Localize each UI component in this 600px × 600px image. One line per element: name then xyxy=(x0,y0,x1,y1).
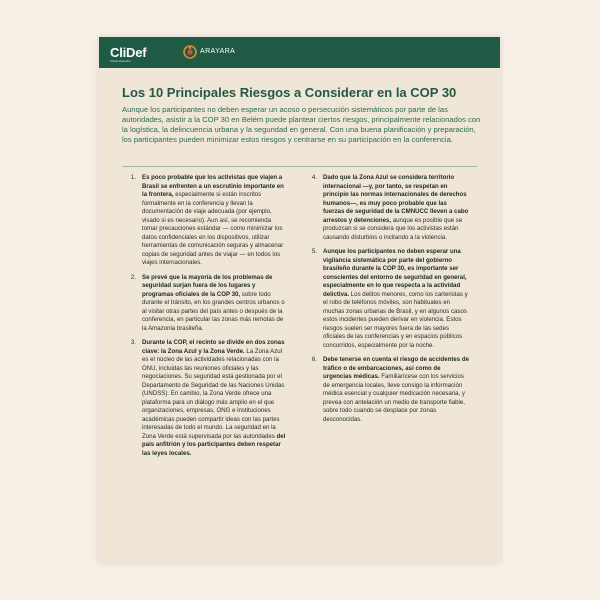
item-text: Los delitos menores, como los carteristas y el robo de teléfonos móviles, son habituales en muchas zonas urbanas de Brasil, y en algunos casos estos incidentes pueden derivar en violencia. Estos riesgos suelen ser mayores fuera de las sedes oficiales de las conferencias y en espacios públicos concurridos, especialmente por la noche. xyxy=(323,290,468,349)
item-bold-text: Es poco probable que los activistas que viajen a Brasil se enfrenten a un escrutinio importante en la frontera, xyxy=(142,174,284,198)
item-number: 5. xyxy=(311,248,317,255)
item-text: La Zona Azul es el núcleo de las actividades relacionadas con la ONU, incluidas las reuniones oficiales y las negociaciones. Su seguridad está gestionada por el Departamento de Seguridad de las Naciones Unidas (UNDSS). En cambio, la Zona Verde ofrece una plataforma para un diálogo más amplio en el que organizaciones, empresas, ONG e instituciones académicas pueden compartir ideas con las partes interesadas de todo el mundo. La seguridad en la Zona Verde está supervisada por las autoridades xyxy=(142,347,285,440)
item-number: 3. xyxy=(130,339,136,346)
item-bold-text-end: del país anfitrión y los participantes deben respetar las leyes locales. xyxy=(142,432,286,457)
clidef-logo: CliDef xyxy=(110,45,147,60)
item-number: 6. xyxy=(311,356,317,363)
item-text: Familiarícese con los servicios de emergencia locales, lleve consigo la información médica esencial y cualquier medicación necesaria, y prevea con antelación un medio de transporte fiable, sobre todo cuando se desplace por zonas desconocidas. xyxy=(323,373,465,423)
item-bold-text: Durante la COP, el recinto se divide en dos zonas clave: la Zona Azul y la Zona Verde. xyxy=(142,339,285,355)
item-number: 2. xyxy=(130,273,136,281)
clidef-logo-subtitle: Climate Defenders xyxy=(110,60,131,63)
document-page xyxy=(99,37,500,563)
left-column xyxy=(122,174,288,464)
item-text: aunque es posible que se produzcan si se considera que los activistas están causando disturbios o incitando a la violencia. xyxy=(323,216,463,241)
item-number: 4. xyxy=(311,174,317,181)
right-column xyxy=(303,174,469,430)
item-bold-text: Dado que la Zona Azul se considera territorio internacional —y, por tanto, se respetan en principio las normas internacionales de derechos humanos—, es muy poco probable que las fuerzas de seguridad de la CMNUCC lleven a cabo arrestos y detenciones, xyxy=(323,174,469,224)
item-text: sobre todo durante el tránsito, en los grandes centros urbanos o al visitar otras partes del país antes o después de la conferencia, en particular las zonas más remotas de la Amazonia brasileña. xyxy=(142,290,285,332)
page-title: Los 10 Principales Riesgos a Considerar en la COP 30 xyxy=(122,85,457,100)
intro-paragraph: Aunque los participantes no deben esperar un acoso o persecución sistemáticos por parte de las autoridades, asistir a la COP 30 en Belém puede plantear ciertos riesgos, principalmente relacionados con la logística, la delincuencia urbana y la seguridad en general. Con una buena planificación y preparación, los participantes pueden minimizar estos riesgos y centrarse en su participación en la conferencia. xyxy=(122,105,481,144)
risk-item xyxy=(122,339,288,458)
item-bold-text: Aunque los participantes no deben esperar una vigilancia sistemática por parte del gobierno brasileño durante la COP 30, es importante ser conscientes del entorno de seguridad en general, especialmente en lo que respecta a la actividad delictiva. xyxy=(323,248,467,298)
risk-item xyxy=(122,174,288,268)
item-text: especialmente si están inscritos formalmente en la conferencia y llevan la documentación de viaje adecuada (por ejemplo, visado si es necesario). Aun así, se recomienda tomar precauciones estándar — como minimizar los datos confidenciales en los dispositivos, utilizar herramientas de comunicación seguras y almacenar copias de seguridad antes de viajar — en todos los viajes internacionales. xyxy=(142,191,284,266)
arayara-logo: ARAYARA xyxy=(200,48,236,55)
risk-item xyxy=(303,356,469,424)
item-bold-text: Se prevé que la mayoría de los problemas de seguridad surjan fuera de los lugares y programas oficiales de la COP 30, xyxy=(142,273,273,298)
item-number: 1. xyxy=(130,174,136,181)
item-bold-text: Debe tenerse en cuenta el riesgo de accidentes de tráfico o de embarcaciones, así como de urgencias médicas. xyxy=(323,356,469,380)
risk-item xyxy=(122,274,288,334)
section-divider xyxy=(122,166,477,167)
risk-item xyxy=(303,174,469,242)
risk-item xyxy=(303,248,469,350)
header-bar xyxy=(99,37,500,68)
arayara-logo-icon xyxy=(183,45,197,59)
